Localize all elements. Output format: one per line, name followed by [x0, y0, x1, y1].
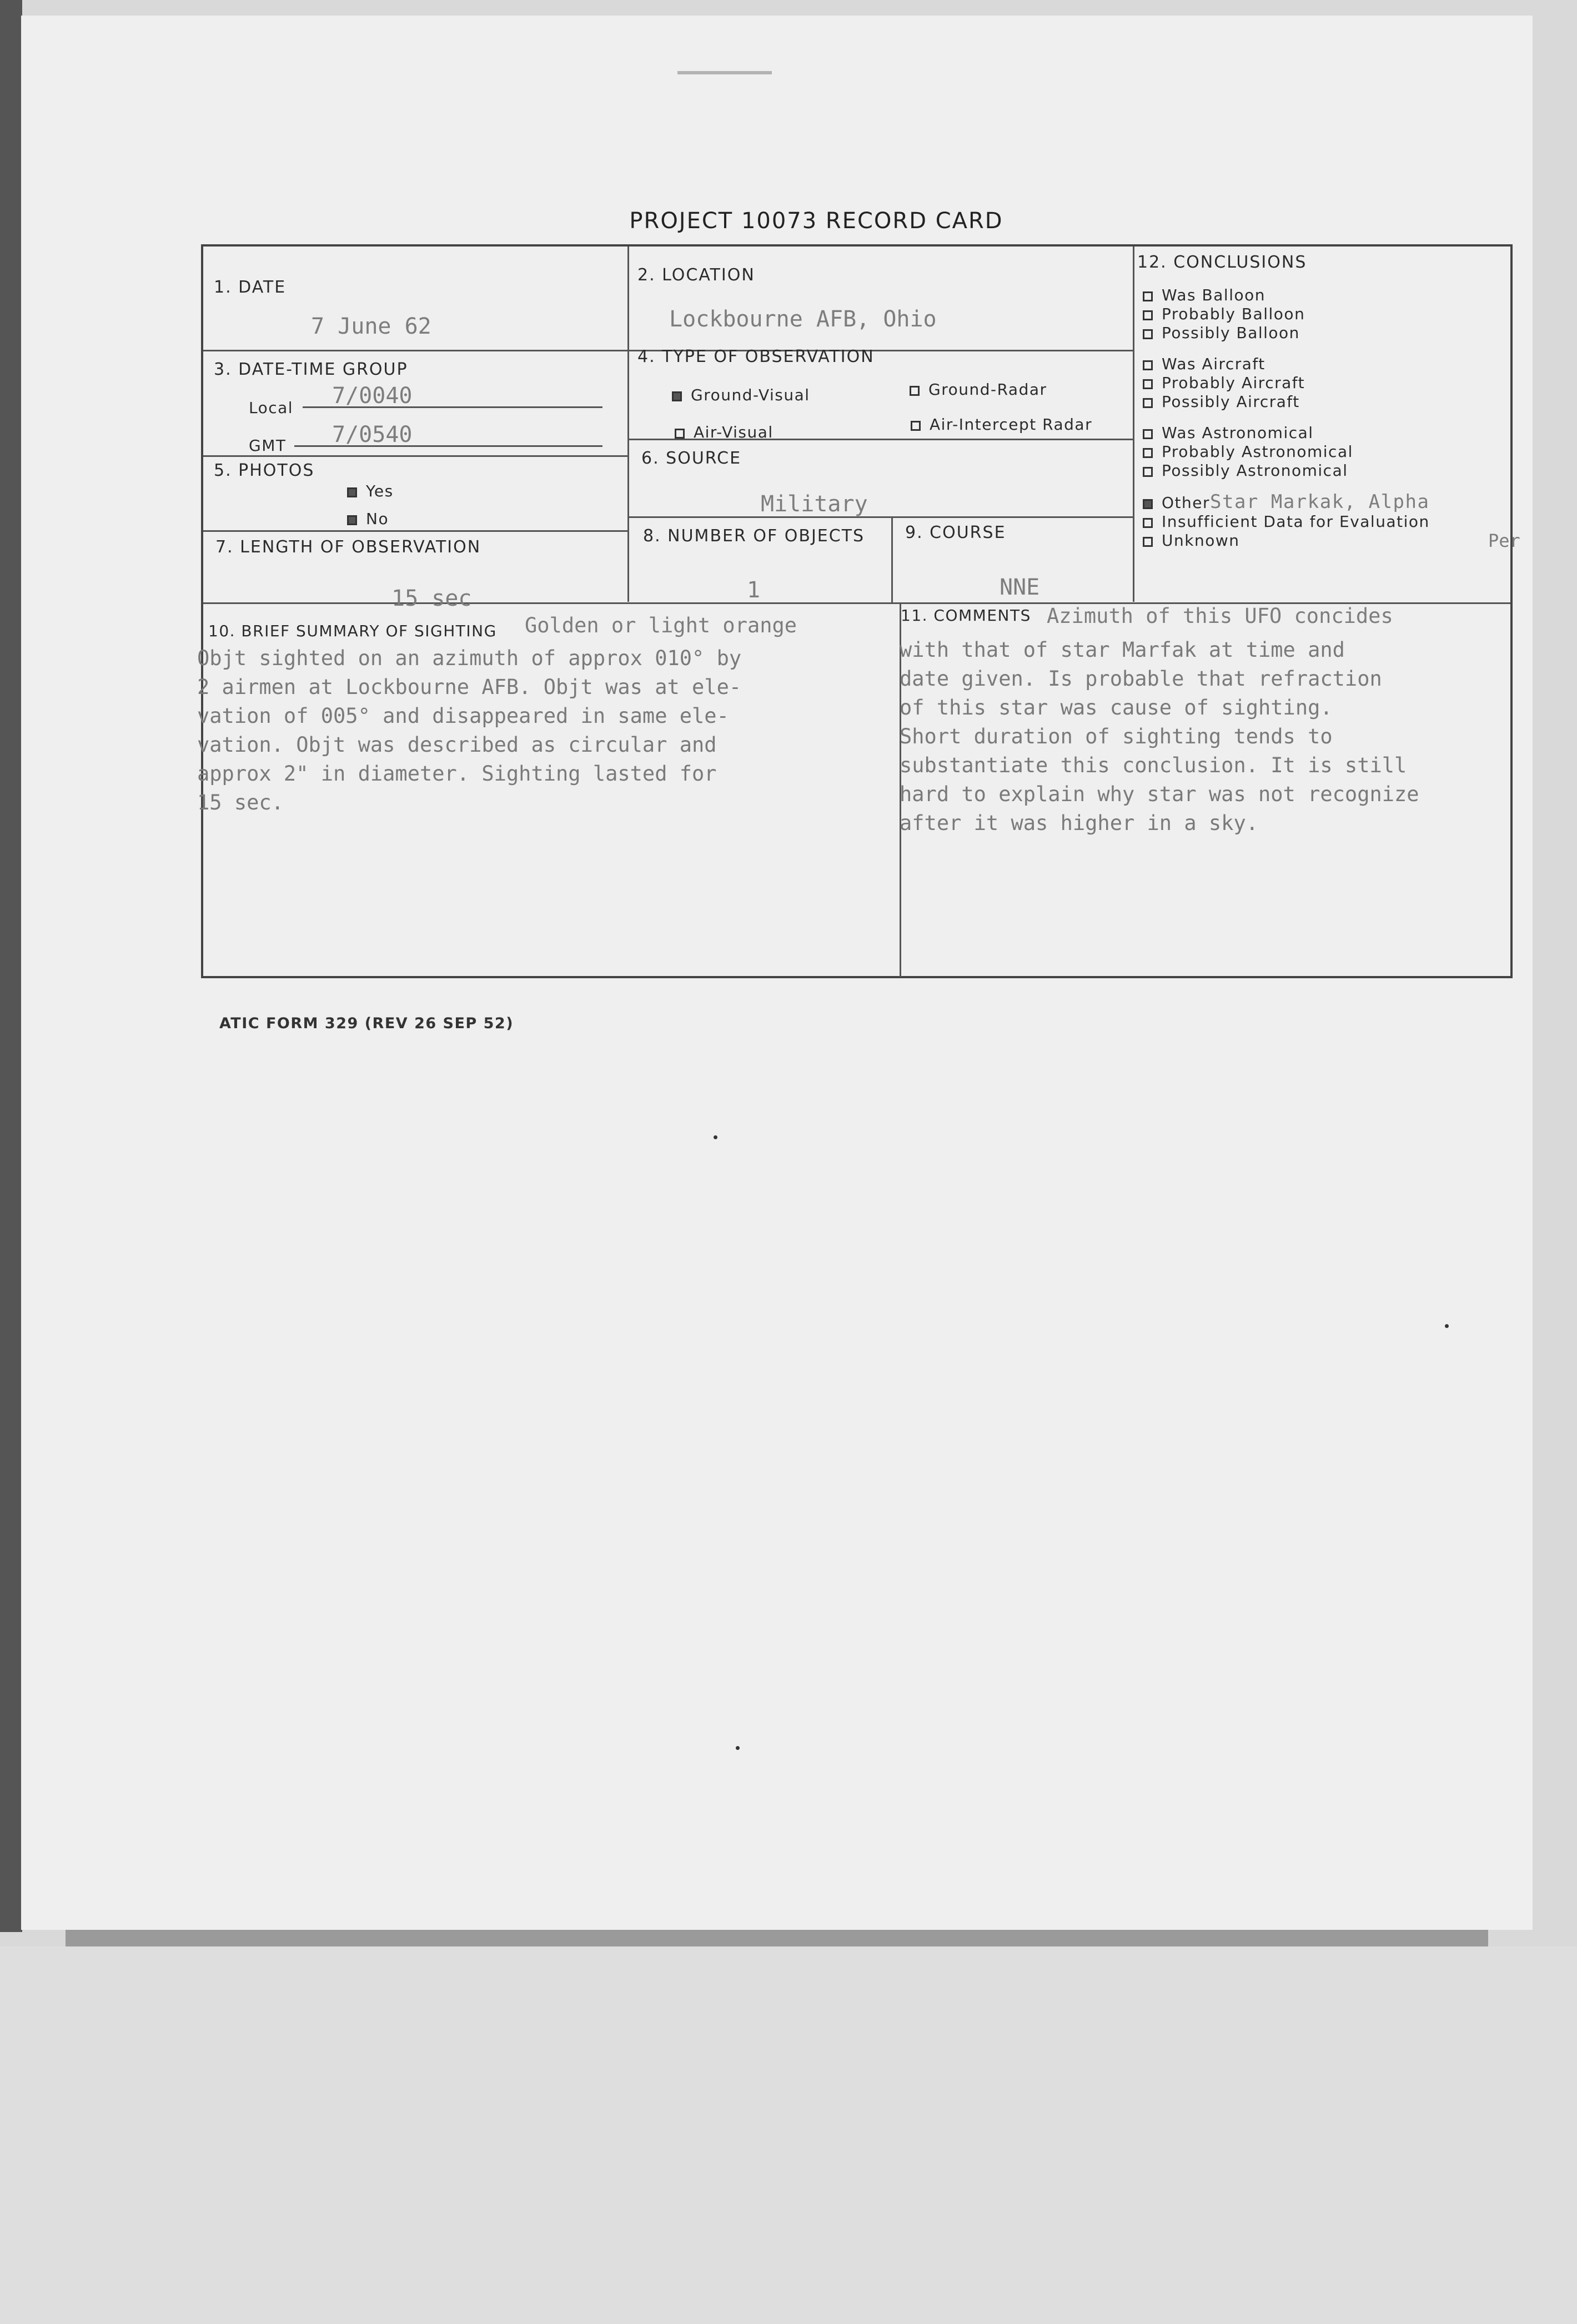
source-value: Military: [761, 491, 868, 517]
conclusions-list: [1143, 286, 1504, 550]
summary-label: 10. BRIEF SUMMARY OF SIGHTING: [208, 622, 497, 640]
checkbox-icon: [1143, 329, 1153, 339]
checkbox-icon: [910, 386, 920, 396]
option-air-intercept-radar: Air-Intercept Radar: [911, 415, 1092, 434]
conclusion-item: Possibly Astronomical: [1143, 461, 1504, 480]
checkbox-icon: [347, 487, 357, 497]
grid-line: [627, 516, 1133, 518]
local-label: Local: [249, 399, 294, 417]
conclusion-item: Was Astronomical: [1143, 424, 1504, 442]
gmt-value: 7/0540: [332, 422, 413, 447]
course-value: NNE: [1000, 575, 1040, 600]
dtg-label: 3. DATE-TIME GROUP: [214, 360, 408, 379]
grid-line: [627, 247, 629, 602]
summary-text: Objt sighted on an azimuth of approx 010° by 2 airmen at Lockbourne AFB. Objt was at ele- vation of 005° and disappeared in same ele- vation. Objt was described as circular and approx 2" in diameter. Sighting lasted for 15 sec.: [197, 646, 742, 814]
conclusion-item: Possibly Aircraft: [1143, 393, 1504, 411]
objects-value: 1: [747, 577, 761, 603]
observation-type-label: 4. TYPE OF OBSERVATION: [637, 347, 875, 366]
comments-label: 11. COMMENTS: [901, 606, 1031, 625]
checkbox-icon: [347, 515, 357, 525]
grid-line: [1133, 247, 1134, 602]
grid-line: [203, 530, 627, 532]
length-value: 15 sec: [391, 586, 472, 611]
course-label: 9. COURSE: [905, 523, 1006, 542]
scan-left-edge: [0, 0, 22, 1932]
checkbox-icon: [1143, 467, 1153, 477]
photos-label: 5. PHOTOS: [214, 461, 315, 480]
checkbox-icon: [1143, 499, 1153, 509]
speck: [736, 1746, 740, 1750]
grid-line: [891, 516, 893, 602]
form-footer: ATIC FORM 329 (REV 26 SEP 52): [219, 1015, 514, 1032]
checkbox-icon: [672, 391, 682, 401]
gmt-label: GMT: [249, 436, 287, 455]
speck: [1445, 1324, 1449, 1328]
conclusion-unknown: Unknown: [1143, 531, 1504, 550]
checkbox-icon: [1143, 291, 1153, 301]
checkbox-icon: [911, 421, 921, 431]
checkbox-icon: [1143, 537, 1153, 547]
conclusion-other: OtherStar Markak, Alpha: [1143, 492, 1504, 512]
speck: [714, 1135, 717, 1139]
photos-no: No: [347, 510, 389, 528]
conclusion-group-aircraft: [1143, 355, 1504, 411]
conclusion-item: Probably Balloon: [1143, 305, 1504, 324]
summary-lead: Golden or light orange: [525, 613, 797, 637]
local-value: 7/0040: [332, 383, 413, 409]
option-air-visual: Air-Visual: [675, 423, 774, 441]
comments-lead: Azimuth of this UFO concides: [1047, 604, 1393, 628]
conclusion-group-balloon: [1143, 286, 1504, 343]
date-label: 1. DATE: [214, 278, 287, 297]
checkbox-icon: [1143, 518, 1153, 528]
location-label: 2. LOCATION: [637, 265, 755, 285]
conclusion-item: Was Aircraft: [1143, 355, 1504, 374]
source-label: 6. SOURCE: [641, 449, 742, 468]
length-label: 7. LENGTH OF OBSERVATION: [215, 537, 481, 557]
checkbox-icon: [1143, 360, 1153, 370]
objects-label: 8. NUMBER OF OBJECTS: [643, 526, 865, 546]
photos-yes: Yes: [347, 482, 394, 500]
conclusion-item: Was Balloon: [1143, 286, 1504, 305]
scan-background: [0, 1946, 1577, 2324]
checkbox-icon: [675, 429, 685, 439]
conclusion-item: Probably Aircraft: [1143, 374, 1504, 393]
comments-text: with that of star Marfak at time and date given. Is probable that refraction of this star was cause of sighting. Short duration of sighting tends to substantiate this conclusion. It is still hard to explain why star was not recognize after it was higher in a sky.: [900, 638, 1419, 835]
other-value: Star Markak, Alpha: [1210, 491, 1430, 513]
conclusion-group-astronomical: [1143, 424, 1504, 480]
date-value: 7 June 62: [311, 314, 431, 339]
checkbox-icon: [1143, 398, 1153, 408]
grid-line: [203, 455, 627, 457]
conclusions-label: 12. CONCLUSIONS: [1137, 253, 1307, 272]
checkbox-icon: [1143, 429, 1153, 439]
conclusion-item: Possibly Balloon: [1143, 324, 1504, 343]
other-suffix: Per: [1488, 530, 1520, 551]
checkbox-icon: [1143, 448, 1153, 458]
sheet-bottom-shadow: [66, 1930, 1488, 1946]
option-ground-radar: Ground-Radar: [910, 380, 1047, 399]
location-value: Lockbourne AFB, Ohio: [669, 306, 937, 332]
card-title: PROJECT 10073 RECORD CARD: [629, 208, 1003, 234]
option-ground-visual: Ground-Visual: [672, 386, 810, 404]
conclusion-insufficient: Insufficient Data for Evaluation: [1143, 512, 1504, 531]
scan-mark: [677, 71, 772, 74]
checkbox-icon: [1143, 310, 1153, 320]
checkbox-icon: [1143, 379, 1153, 389]
conclusion-item: Probably Astronomical: [1143, 442, 1504, 461]
